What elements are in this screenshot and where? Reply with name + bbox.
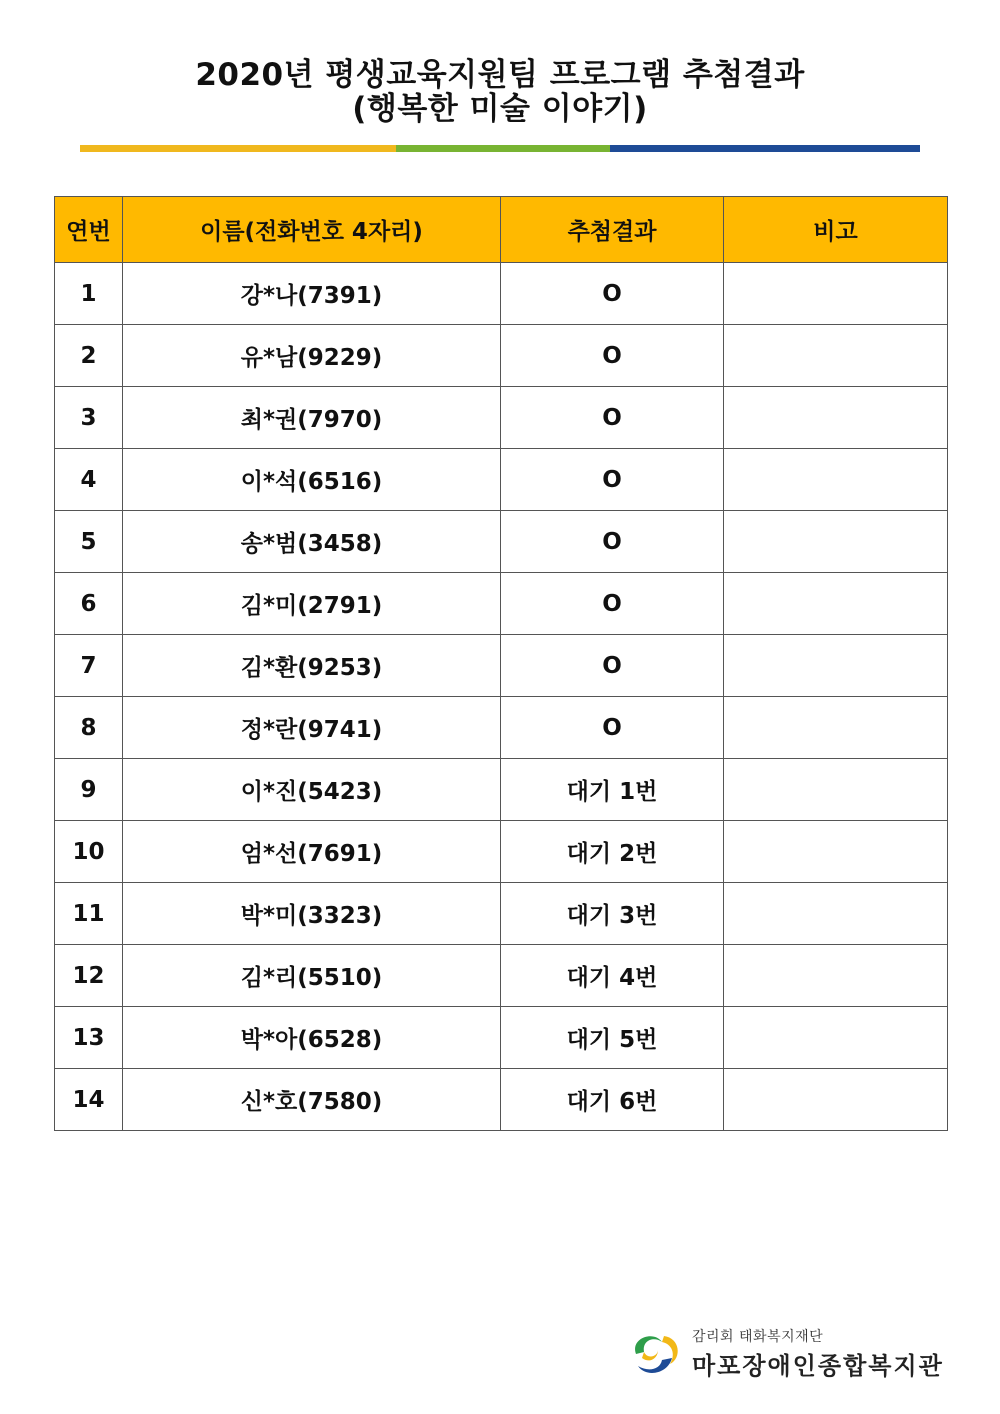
cell-result: 대기 5번 (501, 1007, 724, 1069)
cell-no: 14 (55, 1069, 123, 1131)
cell-name: 김*환(9253) (123, 635, 501, 697)
cell-result: 대기 3번 (501, 883, 724, 945)
divider-blue (610, 145, 920, 152)
cell-note (724, 697, 948, 759)
cell-name: 엄*선(7691) (123, 821, 501, 883)
cell-no: 2 (55, 325, 123, 387)
table-body (55, 263, 948, 1131)
cell-no: 1 (55, 263, 123, 325)
cell-note (724, 573, 948, 635)
org-subtitle: 감리회 태화복지재단 (692, 1329, 824, 1345)
cell-note (724, 1007, 948, 1069)
cell-result: O (501, 449, 724, 511)
divider-green (396, 145, 610, 152)
cell-result: O (501, 387, 724, 449)
header-name: 이름(전화번호 4자리) (123, 197, 501, 263)
cell-no: 6 (55, 573, 123, 635)
cell-result: O (501, 697, 724, 759)
cell-result: 대기 6번 (501, 1069, 724, 1131)
cell-note (724, 945, 948, 1007)
cell-name: 유*남(9229) (123, 325, 501, 387)
cell-no: 4 (55, 449, 123, 511)
table-row (55, 697, 948, 759)
cell-name: 강*나(7391) (123, 263, 501, 325)
table-row (55, 387, 948, 449)
cell-note (724, 511, 948, 573)
cell-note (724, 1069, 948, 1131)
cell-result: 대기 4번 (501, 945, 724, 1007)
cell-note (724, 635, 948, 697)
cell-result: O (501, 511, 724, 573)
cell-result: 대기 1번 (501, 759, 724, 821)
cell-no: 8 (55, 697, 123, 759)
title-line-1: 2020년 평생교육지원팀 프로그램 추첨결과 (195, 57, 805, 93)
table-row (55, 635, 948, 697)
cell-no: 12 (55, 945, 123, 1007)
cell-name: 김*미(2791) (123, 573, 501, 635)
cell-no: 5 (55, 511, 123, 573)
cell-note (724, 759, 948, 821)
table-header-row (55, 197, 948, 263)
cell-note (724, 263, 948, 325)
results-table (54, 196, 948, 1131)
header-no: 연번 (55, 197, 123, 263)
cell-name: 이*진(5423) (123, 759, 501, 821)
cell-name: 박*아(6528) (123, 1007, 501, 1069)
table-row (55, 511, 948, 573)
cell-note (724, 325, 948, 387)
table-row (55, 263, 948, 325)
cell-name: 이*석(6516) (123, 449, 501, 511)
table-row (55, 883, 948, 945)
cell-result: 대기 2번 (501, 821, 724, 883)
table-row (55, 449, 948, 511)
cell-result: O (501, 573, 724, 635)
cell-name: 김*리(5510) (123, 945, 501, 1007)
table-row (55, 1007, 948, 1069)
cell-no: 3 (55, 387, 123, 449)
cell-no: 13 (55, 1007, 123, 1069)
org-name: 마포장애인종합복지관 (692, 1351, 944, 1380)
cell-note (724, 821, 948, 883)
cell-name: 신*호(7580) (123, 1069, 501, 1131)
table-row (55, 945, 948, 1007)
cell-note (724, 449, 948, 511)
table-row (55, 573, 948, 635)
title-line-2: (행복한 미술 이야기) (352, 91, 648, 127)
cell-result: O (501, 325, 724, 387)
title-divider (80, 145, 920, 152)
page-title (0, 58, 1000, 126)
cell-no: 11 (55, 883, 123, 945)
cell-note (724, 387, 948, 449)
cell-no: 7 (55, 635, 123, 697)
cell-no: 10 (55, 821, 123, 883)
table-row (55, 1069, 948, 1131)
cell-result: O (501, 263, 724, 325)
table-row (55, 821, 948, 883)
cell-name: 송*범(3458) (123, 511, 501, 573)
cell-name: 최*권(7970) (123, 387, 501, 449)
header-note: 비고 (724, 197, 948, 263)
cell-note (724, 883, 948, 945)
cell-name: 정*란(9741) (123, 697, 501, 759)
organization-logo-icon (628, 1328, 684, 1378)
divider-yellow (80, 145, 396, 152)
organization-logo (628, 1322, 958, 1382)
header-result: 추첨결과 (501, 197, 724, 263)
table-row (55, 325, 948, 387)
cell-name: 박*미(3323) (123, 883, 501, 945)
cell-result: O (501, 635, 724, 697)
cell-no: 9 (55, 759, 123, 821)
table-row (55, 759, 948, 821)
